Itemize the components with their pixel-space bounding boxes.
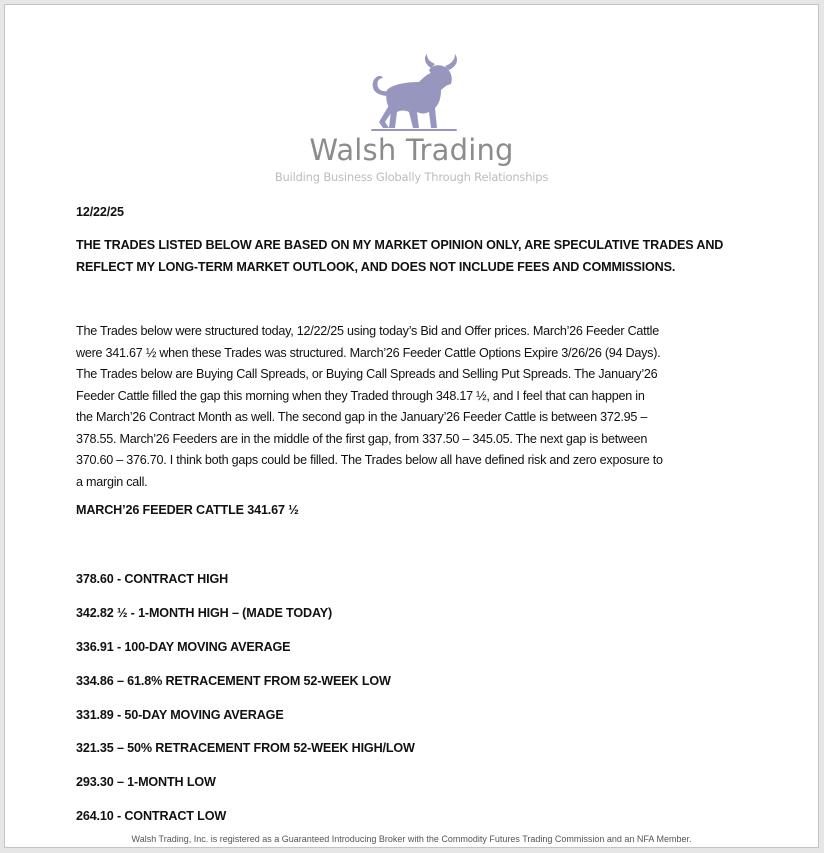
paragraph-line: The Trades below are Buying Call Spreads, or Buying Call Spreads and Selling Put Spreads. The January’26 [76,367,658,381]
disclaimer-line: REFLECT MY LONG-TERM MARKET OUTLOOK, AND DOES NOT INCLUDE FEES AND COMMISSIONS. [76,260,676,274]
price-level: 293.30 – 1-MONTH LOW [76,775,216,789]
price-level: 342.82 ½ - 1-MONTH HIGH – (MADE TODAY) [76,606,333,620]
brand-tagline: Building Business Globally Through Relationships [274,170,549,184]
brand-name: Walsh Trading [309,133,514,167]
document-page [4,4,819,848]
document-date: 12/22/25 [76,205,124,219]
price-level: 334.86 – 61.8% RETRACEMENT FROM 52-WEEK LOW [76,674,391,688]
trade-summary-paragraph [76,321,766,493]
bull-icon [367,52,461,132]
paragraph-line: 370.60 – 376.70. I think both gaps could be filled. The Trades below all have defined risk and zero exposure to [76,453,663,467]
price-level: 321.35 – 50% RETRACEMENT FROM 52-WEEK HIGH/LOW [76,741,415,755]
paragraph-line: The Trades below were structured today, 12/22/25 using today’s Bid and Offer prices. March’26 Feeder Cattle [76,324,659,338]
paragraph-line: were 341.67 ½ when these Trades was structured. March’26 Feeder Cattle Options Expire 3/26/26 (94 Days). [76,345,661,360]
paragraph-line: the March’26 Contract Month as well. The second gap in the January’26 Feeder Cattle is between 372.95 – [76,410,648,424]
price-level: 378.60 - CONTRACT HIGH [76,572,229,586]
regulatory-footer: Walsh Trading, Inc. is registered as a Guaranteed Introducing Broker with the Commodity Futures Trading Commission and an NFA Member. [131,834,692,844]
price-level: 336.91 - 100-DAY MOVING AVERAGE [76,640,291,654]
disclaimer-line: THE TRADES LISTED BELOW ARE BASED ON MY MARKET OPINION ONLY, ARE SPECULATIVE TRADES AND [76,238,724,252]
price-level: 264.10 - CONTRACT LOW [76,809,227,823]
price-level: 331.89 - 50-DAY MOVING AVERAGE [76,708,284,722]
market-heading: MARCH’26 FEEDER CATTLE 341.67 ½ [76,503,299,517]
paragraph-line: 378.55. March’26 Feeders are in the middle of the first gap, from 337.50 – 345.05. The next gap is between [76,431,648,446]
paragraph-line: Feeder Cattle filled the gap this morning when they Traded through 348.17 ½, and I feel that can happen in [76,388,645,403]
paragraph-line: a margin call. [76,474,148,489]
